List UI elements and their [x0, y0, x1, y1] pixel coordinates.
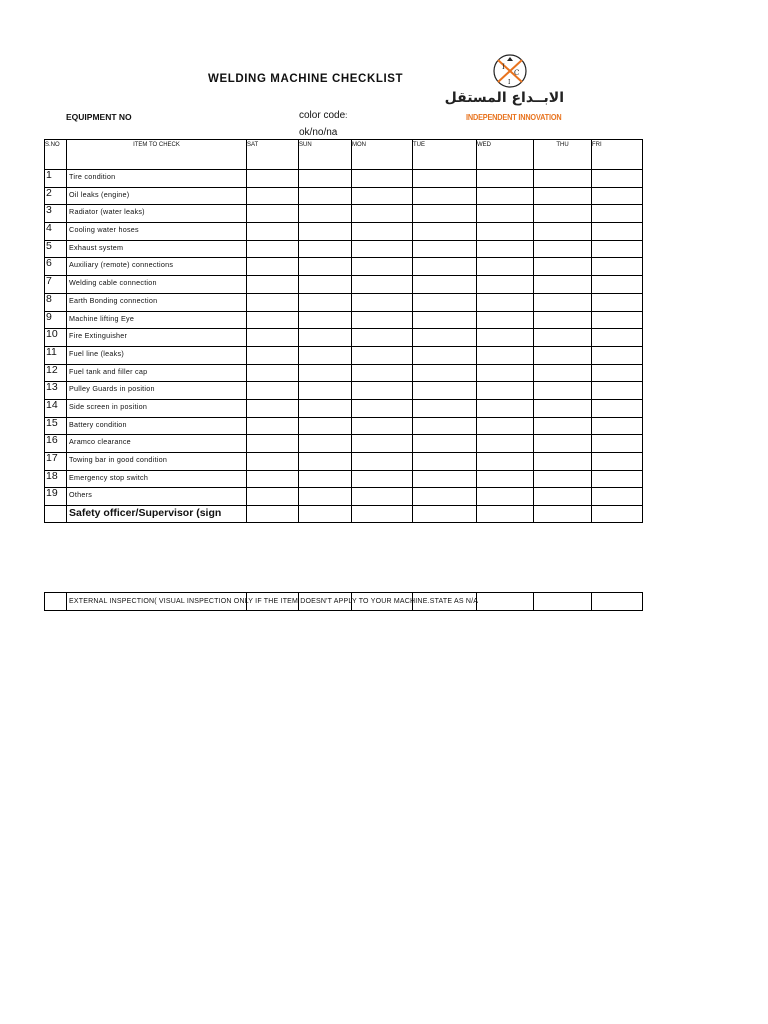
check-cell-sat[interactable]: [247, 488, 299, 506]
check-cell-thu[interactable]: [534, 382, 592, 400]
check-cell-mon[interactable]: [352, 453, 413, 471]
row-number: 3: [45, 205, 67, 223]
signature-cell-thu[interactable]: [534, 506, 592, 523]
row-number: 12: [45, 364, 67, 382]
check-cell-wed[interactable]: [477, 170, 534, 188]
row-item-label: Oil leaks (engine): [67, 187, 247, 205]
color-code-label: [299, 110, 347, 121]
check-cell-tue[interactable]: [413, 382, 477, 400]
check-cell-fri[interactable]: [592, 205, 643, 223]
check-cell-sat[interactable]: [247, 417, 299, 435]
check-cell-thu[interactable]: [534, 435, 592, 453]
row-number: 15: [45, 417, 67, 435]
logo-arabic-text: الابــداع المستقل: [444, 90, 564, 106]
check-cell-sat[interactable]: [247, 258, 299, 276]
check-cell-sat[interactable]: [247, 276, 299, 294]
check-cell-sun[interactable]: [299, 205, 352, 223]
check-cell-wed[interactable]: [477, 488, 534, 506]
header-item: ITEM TO CHECK: [67, 140, 247, 170]
check-cell-fri[interactable]: [592, 488, 643, 506]
check-cell-mon[interactable]: [352, 258, 413, 276]
check-cell-mon[interactable]: [352, 311, 413, 329]
check-cell-sun[interactable]: [299, 187, 352, 205]
check-cell-mon[interactable]: [352, 417, 413, 435]
header-mon: MON: [352, 140, 413, 170]
check-cell-sat[interactable]: [247, 223, 299, 241]
check-cell-mon[interactable]: [352, 223, 413, 241]
signature-cell-tue[interactable]: [413, 506, 477, 523]
color-code-values: ok/no/na: [299, 127, 338, 138]
row-item-label: Side screen in position: [67, 399, 247, 417]
table-row: [45, 276, 643, 294]
check-cell-mon[interactable]: [352, 276, 413, 294]
check-cell-mon[interactable]: [352, 399, 413, 417]
check-cell-sun[interactable]: [299, 258, 352, 276]
svg-text:I: I: [508, 79, 511, 86]
check-cell-thu[interactable]: [534, 276, 592, 294]
check-cell-sat[interactable]: [247, 311, 299, 329]
check-cell-sun[interactable]: [299, 470, 352, 488]
check-cell-mon[interactable]: [352, 382, 413, 400]
check-cell-mon[interactable]: [352, 435, 413, 453]
check-cell-thu[interactable]: [534, 417, 592, 435]
check-cell-wed[interactable]: [477, 240, 534, 258]
table-row: [45, 453, 643, 471]
color-code-text: color code: [299, 110, 346, 121]
table-row: [45, 205, 643, 223]
check-cell-tue[interactable]: [413, 488, 477, 506]
footer-cell[interactable]: [592, 593, 643, 611]
check-cell-tue[interactable]: [413, 435, 477, 453]
header-sno: S.NO: [45, 140, 67, 170]
check-cell-thu[interactable]: [534, 364, 592, 382]
table-row: [45, 364, 643, 382]
footer-cell[interactable]: [477, 593, 534, 611]
check-cell-fri[interactable]: [592, 223, 643, 241]
header-thu: THU: [534, 140, 592, 170]
row-number: 11: [45, 346, 67, 364]
check-cell-tue[interactable]: [413, 470, 477, 488]
row-number: 10: [45, 329, 67, 347]
check-cell-sun[interactable]: [299, 346, 352, 364]
check-cell-thu[interactable]: [534, 170, 592, 188]
signature-cell-sat[interactable]: [247, 506, 299, 523]
table-row: [45, 488, 643, 506]
check-cell-fri[interactable]: [592, 382, 643, 400]
check-cell-wed[interactable]: [477, 417, 534, 435]
check-cell-thu[interactable]: [534, 346, 592, 364]
check-cell-thu[interactable]: [534, 293, 592, 311]
row-number: 9: [45, 311, 67, 329]
check-cell-sun[interactable]: [299, 488, 352, 506]
row-item-label: Welding cable connection: [67, 276, 247, 294]
row-item-label: Auxiliary (remote) connections: [67, 258, 247, 276]
check-cell-sun[interactable]: [299, 170, 352, 188]
row-item-label: Tire condition: [67, 170, 247, 188]
check-cell-fri[interactable]: [592, 258, 643, 276]
check-cell-sun[interactable]: [299, 417, 352, 435]
row-number: 6: [45, 258, 67, 276]
table-row: [45, 346, 643, 364]
footer-cell-sno: [45, 593, 67, 611]
table-row: [45, 382, 643, 400]
signature-sno-cell: [45, 506, 67, 523]
logo-english-text: INDEPENDENT INNOVATION: [466, 112, 562, 122]
footer-cell[interactable]: [534, 593, 592, 611]
table-row: [45, 399, 643, 417]
table-row: [45, 240, 643, 258]
check-cell-fri[interactable]: [592, 435, 643, 453]
row-item-label: Cooling water hoses: [67, 223, 247, 241]
table-row: [45, 311, 643, 329]
check-cell-tue[interactable]: [413, 364, 477, 382]
signature-cell-mon[interactable]: [352, 506, 413, 523]
check-cell-thu[interactable]: [534, 311, 592, 329]
check-cell-wed[interactable]: [477, 453, 534, 471]
signature-cell-wed[interactable]: [477, 506, 534, 523]
check-cell-sat[interactable]: [247, 240, 299, 258]
check-cell-fri[interactable]: [592, 470, 643, 488]
row-item-label: Machine lifting Eye: [67, 311, 247, 329]
check-cell-fri[interactable]: [592, 170, 643, 188]
row-number: 4: [45, 223, 67, 241]
row-number: 2: [45, 187, 67, 205]
check-cell-wed[interactable]: [477, 470, 534, 488]
row-item-label: Radiator (water leaks): [67, 205, 247, 223]
check-cell-fri[interactable]: [592, 346, 643, 364]
check-cell-tue[interactable]: [413, 453, 477, 471]
check-cell-tue[interactable]: [413, 346, 477, 364]
check-cell-mon[interactable]: [352, 240, 413, 258]
check-cell-wed[interactable]: [477, 205, 534, 223]
row-item-label: Others: [67, 488, 247, 506]
table-header-row: [45, 140, 643, 170]
check-cell-tue[interactable]: [413, 276, 477, 294]
check-cell-thu[interactable]: [534, 223, 592, 241]
check-cell-sun[interactable]: [299, 364, 352, 382]
check-cell-sun[interactable]: [299, 276, 352, 294]
check-cell-thu[interactable]: [534, 453, 592, 471]
check-cell-thu[interactable]: [534, 240, 592, 258]
check-cell-wed[interactable]: [477, 293, 534, 311]
check-cell-tue[interactable]: [413, 205, 477, 223]
check-cell-sat[interactable]: [247, 293, 299, 311]
row-number: 18: [45, 470, 67, 488]
check-cell-wed[interactable]: [477, 311, 534, 329]
footer-cell-note: [67, 593, 479, 611]
check-cell-fri[interactable]: [592, 240, 643, 258]
check-cell-sat[interactable]: [247, 399, 299, 417]
table-row: [45, 258, 643, 276]
check-cell-fri[interactable]: [592, 311, 643, 329]
table-row: [45, 435, 643, 453]
check-cell-thu[interactable]: [534, 399, 592, 417]
check-cell-wed[interactable]: [477, 223, 534, 241]
row-item-label: Towing bar in good condition: [67, 453, 247, 471]
check-cell-sun[interactable]: [299, 453, 352, 471]
row-number: 19: [45, 488, 67, 506]
check-cell-thu[interactable]: [534, 470, 592, 488]
table-row: [45, 470, 643, 488]
check-cell-sun[interactable]: [299, 435, 352, 453]
check-cell-wed[interactable]: [477, 346, 534, 364]
signature-cell-fri[interactable]: [592, 506, 643, 523]
check-cell-sat[interactable]: [247, 346, 299, 364]
row-item-label: Exhaust system: [67, 240, 247, 258]
check-cell-mon[interactable]: [352, 170, 413, 188]
row-number: 7: [45, 276, 67, 294]
check-cell-tue[interactable]: [413, 399, 477, 417]
check-cell-wed[interactable]: [477, 276, 534, 294]
row-item-label: Emergency stop switch: [67, 470, 247, 488]
check-cell-fri[interactable]: [592, 329, 643, 347]
check-cell-thu[interactable]: [534, 329, 592, 347]
check-cell-wed[interactable]: [477, 382, 534, 400]
check-cell-tue[interactable]: [413, 311, 477, 329]
check-cell-tue[interactable]: [413, 417, 477, 435]
header-fri: FRI: [592, 140, 643, 170]
check-cell-fri[interactable]: [592, 293, 643, 311]
check-cell-fri[interactable]: [592, 417, 643, 435]
row-item-label: Fire Extinguisher: [67, 329, 247, 347]
check-cell-tue[interactable]: [413, 293, 477, 311]
row-number: 13: [45, 382, 67, 400]
check-cell-wed[interactable]: [477, 187, 534, 205]
check-cell-wed[interactable]: [477, 329, 534, 347]
check-cell-wed[interactable]: [477, 258, 534, 276]
checklist-title: WELDING MACHINE CHECKLIST: [208, 73, 404, 85]
signature-row: [45, 506, 643, 523]
check-cell-fri[interactable]: [592, 453, 643, 471]
table-row: [45, 223, 643, 241]
check-cell-sun[interactable]: [299, 329, 352, 347]
check-cell-sun[interactable]: [299, 399, 352, 417]
signature-cell-sun[interactable]: [299, 506, 352, 523]
check-cell-sat[interactable]: [247, 364, 299, 382]
row-number: 14: [45, 399, 67, 417]
check-cell-sat[interactable]: [247, 453, 299, 471]
check-cell-tue[interactable]: [413, 329, 477, 347]
check-cell-sat[interactable]: [247, 382, 299, 400]
check-cell-tue[interactable]: [413, 223, 477, 241]
check-cell-mon[interactable]: [352, 488, 413, 506]
check-cell-thu[interactable]: [534, 488, 592, 506]
table-row: [45, 170, 643, 188]
check-cell-sat[interactable]: [247, 205, 299, 223]
check-cell-thu[interactable]: [534, 205, 592, 223]
checklist-table: [44, 139, 643, 523]
signature-label: Safety officer/Supervisor (sign: [67, 506, 247, 523]
check-cell-fri[interactable]: [592, 276, 643, 294]
header-tue: TUE: [413, 140, 477, 170]
row-number: 16: [45, 435, 67, 453]
check-cell-tue[interactable]: [413, 170, 477, 188]
color-code-colon: :: [345, 111, 348, 120]
check-cell-tue[interactable]: [413, 240, 477, 258]
header-sat: SAT: [247, 140, 299, 170]
row-item-label: Pulley Guards in position: [67, 382, 247, 400]
logo-emblem-icon: [458, 54, 570, 94]
footer-note-text: EXTERNAL INSPECTION( VISUAL INSPECTION ONLY IF THE ITEM DOESN'T APPLY TO YOUR MACHINE.STATE AS N/A: [69, 598, 479, 605]
check-cell-sat[interactable]: [247, 329, 299, 347]
check-cell-mon[interactable]: [352, 293, 413, 311]
check-cell-sun[interactable]: [299, 240, 352, 258]
row-number: 5: [45, 240, 67, 258]
check-cell-mon[interactable]: [352, 470, 413, 488]
check-cell-sat[interactable]: [247, 470, 299, 488]
check-cell-fri[interactable]: [592, 364, 643, 382]
company-logo: [444, 54, 570, 124]
check-cell-mon[interactable]: [352, 346, 413, 364]
header-sun: SUN: [299, 140, 352, 170]
check-cell-sun[interactable]: [299, 311, 352, 329]
svg-text:I: I: [502, 63, 505, 71]
check-cell-fri[interactable]: [592, 399, 643, 417]
check-cell-fri[interactable]: [592, 187, 643, 205]
table-row: [45, 417, 643, 435]
equipment-no-label: EQUIPMENT NO: [66, 112, 132, 122]
row-item-label: Fuel tank and filler cap: [67, 364, 247, 382]
check-cell-sat[interactable]: [247, 435, 299, 453]
check-cell-sun[interactable]: [299, 382, 352, 400]
table-row: [45, 293, 643, 311]
check-cell-thu[interactable]: [534, 187, 592, 205]
row-number: 17: [45, 453, 67, 471]
row-item-label: Earth Bonding connection: [67, 293, 247, 311]
check-cell-mon[interactable]: [352, 364, 413, 382]
row-number: 1: [45, 170, 67, 188]
check-cell-tue[interactable]: [413, 258, 477, 276]
check-cell-sat[interactable]: [247, 187, 299, 205]
check-cell-tue[interactable]: [413, 187, 477, 205]
row-item-label: Fuel line (leaks): [67, 346, 247, 364]
check-cell-wed[interactable]: [477, 364, 534, 382]
row-item-label: Battery condition: [67, 417, 247, 435]
check-cell-mon[interactable]: [352, 329, 413, 347]
footer-note-row: [44, 592, 643, 611]
table-row: [45, 329, 643, 347]
check-cell-sat[interactable]: [247, 170, 299, 188]
row-item-label: Aramco clearance: [67, 435, 247, 453]
table-row: [45, 187, 643, 205]
svg-text:C: C: [514, 69, 520, 77]
check-cell-wed[interactable]: [477, 435, 534, 453]
check-cell-sun[interactable]: [299, 223, 352, 241]
check-cell-mon[interactable]: [352, 205, 413, 223]
header-wed: WED: [477, 140, 534, 170]
check-cell-sun[interactable]: [299, 293, 352, 311]
check-cell-thu[interactable]: [534, 258, 592, 276]
check-cell-mon[interactable]: [352, 187, 413, 205]
check-cell-wed[interactable]: [477, 399, 534, 417]
row-number: 8: [45, 293, 67, 311]
